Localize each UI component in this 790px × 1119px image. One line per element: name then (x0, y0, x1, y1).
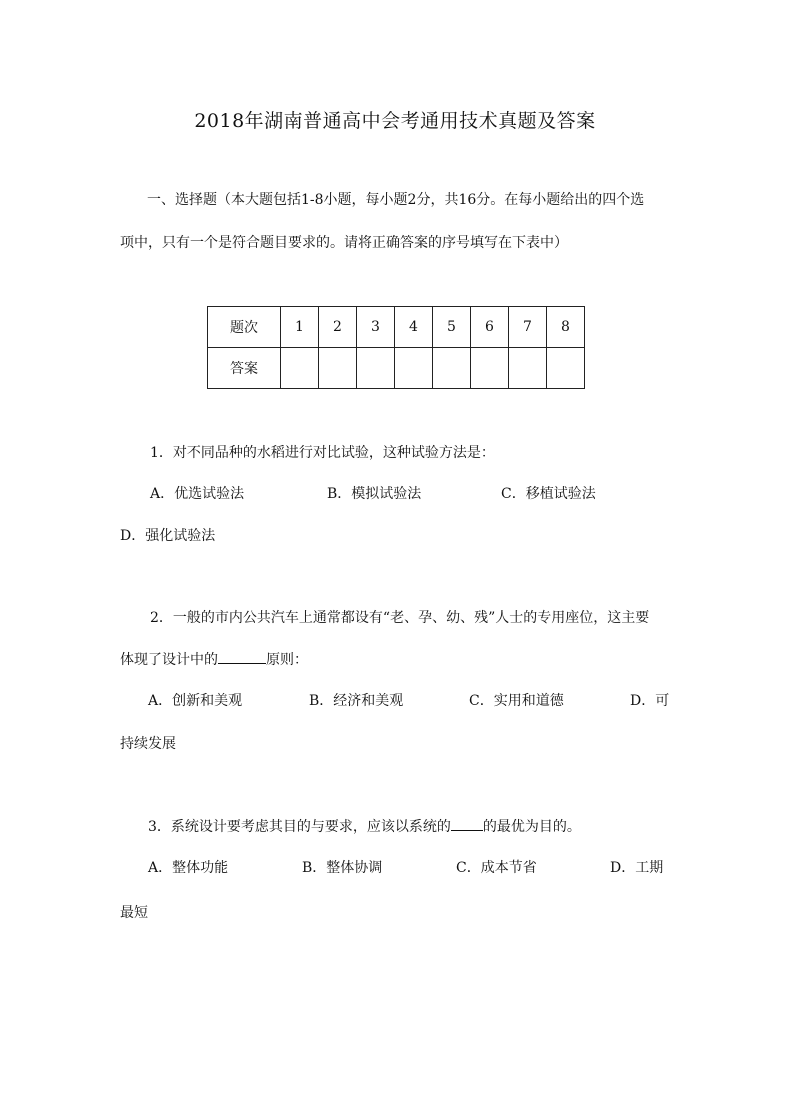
answer-table-row-question-numbers (208, 307, 585, 348)
question-2-stem-line1: 2．一般的市内公共汽车上通常都设有“老、孕、幼、残”人士的专用座位，这主要 (150, 610, 650, 626)
question-1-option-b: B．模拟试验法 (327, 486, 422, 502)
question-3-option-d-continued: 最短 (120, 905, 148, 921)
table-question-number: 5 (433, 307, 471, 348)
table-header-question: 题次 (208, 307, 281, 348)
question-2-option-b: B．经济和美观 (309, 693, 404, 709)
question-3-option-a: A．整体功能 (148, 860, 229, 876)
answer-cell (357, 348, 395, 389)
question-1-option-c: C．移植试验法 (501, 486, 596, 502)
table-question-number: 2 (319, 307, 357, 348)
question-3-option-d: D．工期 (610, 860, 664, 876)
document-title: 2018年湖南普通高中会考通用技术真题及答案 (194, 110, 596, 132)
table-question-number: 1 (281, 307, 319, 348)
question-2-option-d-continued: 持续发展 (120, 736, 176, 752)
question-3-stem-part-b: 的最优为目的。 (482, 819, 581, 835)
question-3-stem (148, 817, 581, 837)
question-3-option-b: B．整体协调 (302, 860, 383, 876)
question-1-option-d: D．强化试验法 (120, 528, 216, 544)
answer-cell (547, 348, 585, 389)
answer-table (207, 306, 585, 389)
question-3-stem-part-a: 3．系统设计要考虑其目的与要求，应该以系统的 (148, 819, 451, 835)
question-1-option-a: A．优选试验法 (150, 486, 245, 502)
section-instructions-line2: 项中，只有一个是符合题目要求的。请将正确答案的序号填写在下表中） (120, 235, 568, 251)
section-instructions-line1: 一、选择题（本大题包括1-8小题，每小题2分，共16分。在每小题给出的四个选 (147, 192, 645, 208)
answer-cell (281, 348, 319, 389)
table-question-number: 7 (509, 307, 547, 348)
table-question-number: 3 (357, 307, 395, 348)
table-header-answer: 答案 (208, 348, 281, 389)
question-1-stem: 1．对不同品种的水稻进行对比试验，这种试验方法是： (150, 445, 495, 461)
question-3-option-c: C．成本节省 (456, 860, 537, 876)
answer-blank (218, 663, 266, 664)
answer-cell (319, 348, 357, 389)
table-question-number: 6 (471, 307, 509, 348)
question-2-stem-part-a: 体现了设计中的 (120, 652, 218, 668)
answer-table-row-answers (208, 348, 585, 389)
answer-cell (433, 348, 471, 389)
table-question-number: 8 (547, 307, 585, 348)
question-2-option-d: D．可 (630, 693, 670, 709)
question-2-option-a: A．创新和美观 (148, 693, 243, 709)
answer-blank (451, 830, 483, 831)
answer-cell (471, 348, 509, 389)
question-2-stem-part-b: 原则： (266, 652, 308, 668)
table-question-number: 4 (395, 307, 433, 348)
answer-cell (395, 348, 433, 389)
answer-cell (509, 348, 547, 389)
question-2-stem-line2 (120, 650, 308, 670)
question-2-option-c: C．实用和道德 (469, 693, 564, 709)
